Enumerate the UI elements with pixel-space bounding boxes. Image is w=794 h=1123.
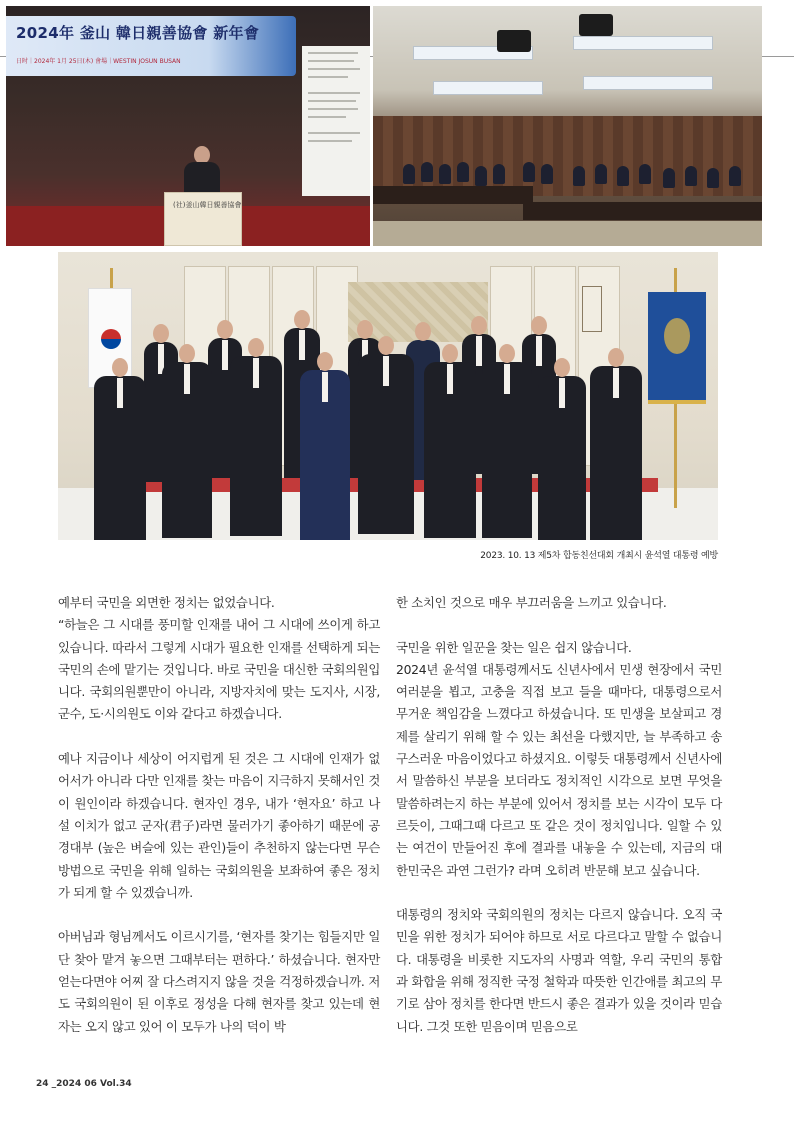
calligraphy-seal	[582, 286, 602, 332]
paragraph: 한 소치인 것으로 매우 부끄러움을 느끼고 있습니다.	[396, 595, 667, 610]
projection-screen	[302, 46, 370, 196]
paragraph: 대통령의 정치와 국회의원의 정치는 다르지 않습니다. 오직 국민을 위한 정치가 되어야 하므로 서로 다르다고 말할 수 없습니다. 대통령을 비롯한 지도자의 사명과 역할, 우리 국민의 통합과 화합을 위해 정직한 국정 철학과 따뜻한 인간애를 최고의 무기로 삼아 정치를 한다면 반드시 좋은 결과가 있을 것이라 믿습니다. 그것 또한 믿음이며 믿음으로	[396, 907, 722, 1034]
podium-label: (社)釜山韓日親善協會	[173, 201, 242, 209]
podium-photo	[6, 6, 370, 246]
podium	[164, 192, 242, 246]
stage-light-icon	[497, 30, 531, 52]
paragraph: 예부터 국민을 외면한 정치는 없었습니다. “하늘은 그 시대를 풍미할 인재를 내어 그 시대에 쓰이게 하고 있습니다. 따라서 그렇게 시대가 필요한 인재를 선택하게 되는 국민의 손에 맡기는 것입니다. 바로 국민을 대신한 국회의원입니다. 국회의원뿐만이 아니라, 지방자치에 맞는 도지사, 시장, 군수, 도·시의원도 이와 같다고 하겠습니다.	[58, 595, 380, 722]
paragraph: 예나 지금이나 세상이 어지럽게 된 것은 그 시대에 인재가 없어서가 아니라 다만 인재를 찾는 마음이 지극하지 못해서인 것이 원인이라 하겠습니다. 현자인 경우, 내가 ‘현자요’ 하고 나설 이치가 없고 군자(君子)라면 물러가기 좋아하기 때문에 공경대부 (높은 벼슬에 있는 관인)들이 추천하지 않는다면 무슨 방법으로 국민을 위해 일하는 국회의원을 보좌하여 좋은 정치가 되게 할 수 있겠습니까.	[58, 751, 380, 900]
banner-subtitle: 日时｜2024年 1月 25日(木) 會場｜WESTIN JOSUN BUSAN	[16, 58, 181, 65]
left-text-column	[58, 592, 380, 1038]
paragraph: 아버님과 형님께서도 이르시기를, ‘현자를 찾기는 힘들지만 일단 찾아 맡겨 놓으면 그때부터는 편하다.’ 하셨습니다. 현자만 얻는다면야 어찌 잘 다스려지지 않을 것을 걱정하겠습니까. 저도 국회의원이 된 이후로 정성을 다해 현자를 찾고 있는데 현자는 오지 않고 있어 이 모두가 나의 덕이 박	[58, 929, 380, 1034]
right-text-column	[396, 592, 722, 1038]
stage-light-icon	[579, 14, 613, 36]
conference-hall-photo	[373, 6, 762, 246]
speaker-figure	[182, 146, 222, 196]
presidential-flag	[648, 292, 706, 404]
group-photo	[58, 252, 718, 540]
event-banner	[6, 16, 296, 76]
paragraph: 국민을 위한 일꾼을 찾는 일은 쉽지 않습니다. 2024년 윤석열 대통령께서도 신년사에서 민생 현장에서 국민 여러분을 뵙고, 고충을 직접 보고 들을 때마다, 대통령으로서 무거운 책임감을 느꼈다고 하셨습니다. 또 민생을 보살피고 경제를 살리기 위해 할 수 있는 최선을 다했지만, 늘 부족하고 송구스러운 마음이었다고 하셨지요. 이렇듯 대통령께서 신년사에서 말씀하신 부분을 보더라도 정치적인 시각으로 보면 무엇을 말씀하려는지 하는 부분에 있어서 정치를 보는 시각이 모두 다르듯이, 그때그때 다르고 또 같은 것이 정치입니다. 일할 수 있는 여건이 만들어진 후에 결과를 내놓을 수 있는데, 지금의 대한민국은 과연 그런가? 라며 오히려 반문해 보고 싶습니다.	[396, 639, 722, 878]
page-folio: 24 _2024 06 Vol.34	[36, 1079, 132, 1089]
photo-caption: 2023. 10. 13 제5차 합동친선대회 개최시 윤석열 대통령 예방	[480, 551, 718, 561]
banner-title: 2024年 釜山 韓日親善協會 新年會	[16, 24, 260, 42]
